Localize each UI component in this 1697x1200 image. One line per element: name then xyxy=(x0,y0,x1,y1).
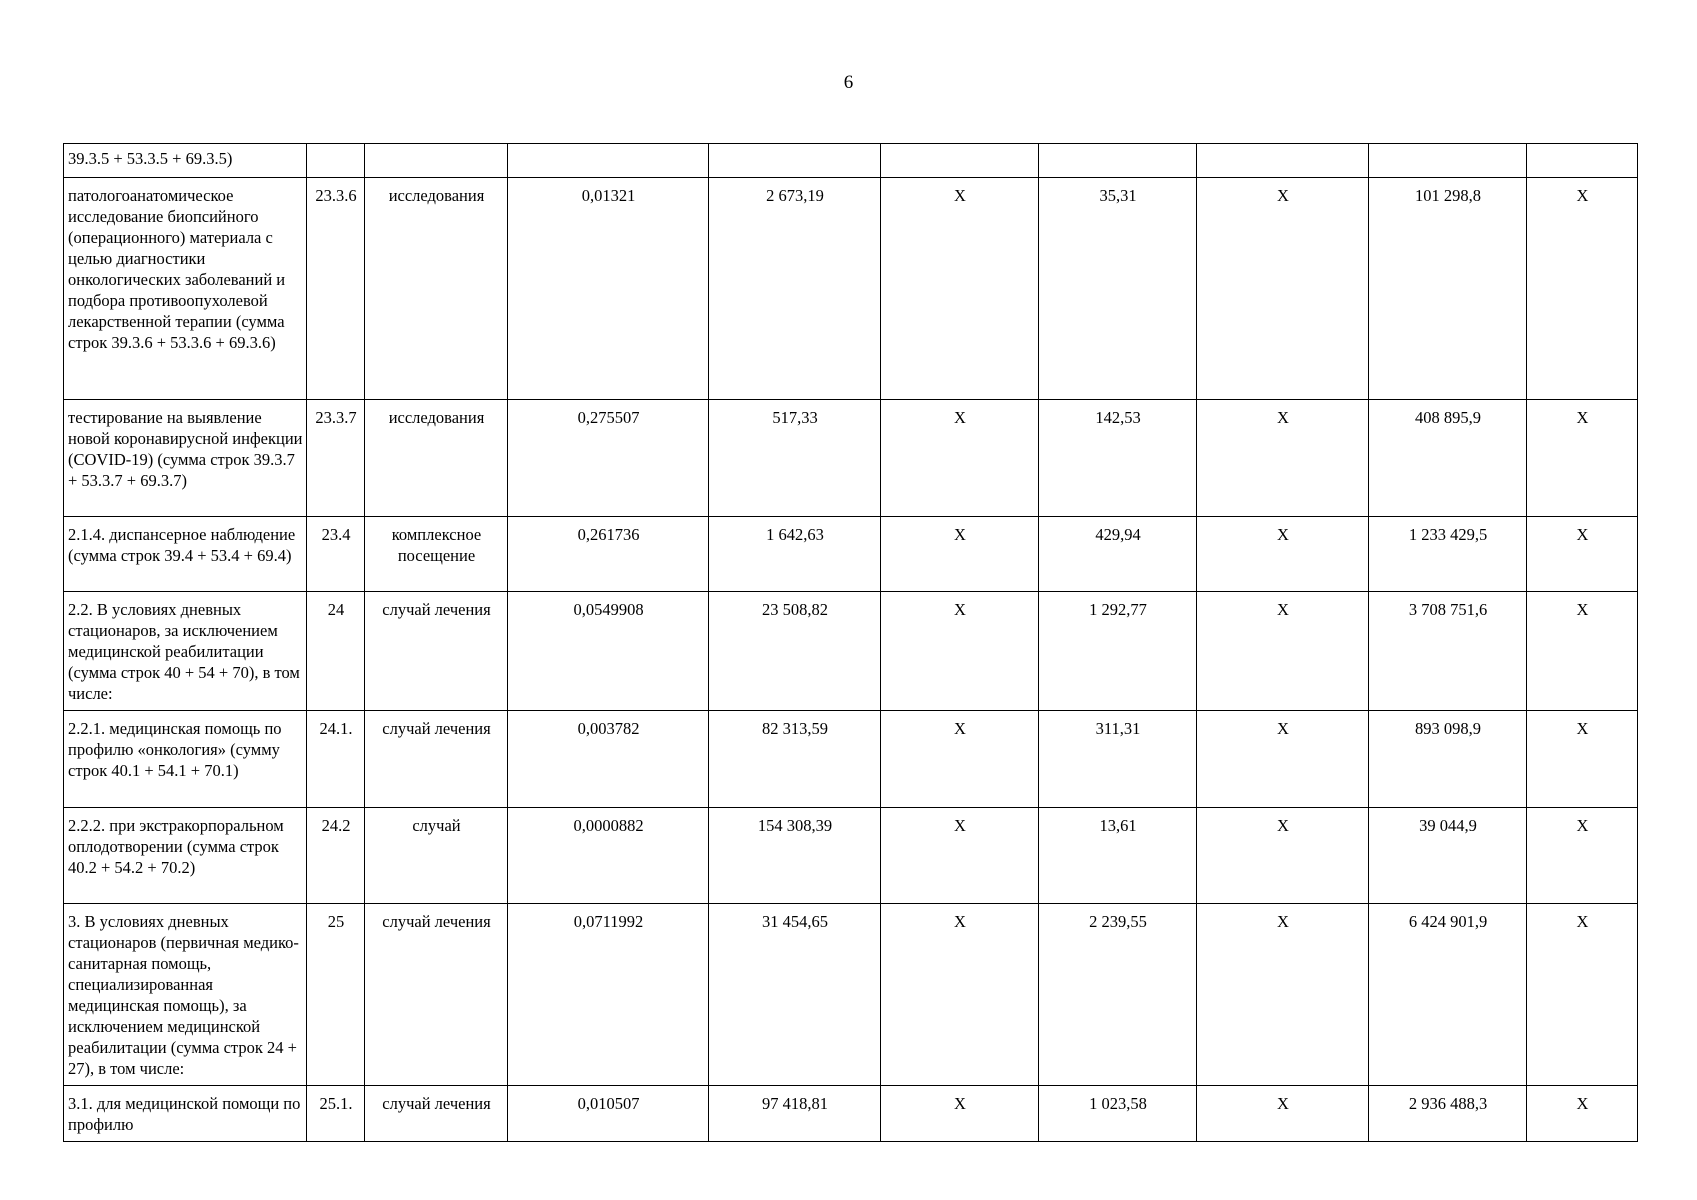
row-col8-cell: Х xyxy=(1197,904,1369,1086)
table-row xyxy=(64,144,1638,178)
row-col10-cell: Х xyxy=(1527,592,1638,711)
row-norm-cell: 0,0549908 xyxy=(508,592,709,711)
row-norm-cell: 0,010507 xyxy=(508,1086,709,1142)
row-name-cell: 3.1. для медицинской помощи по профилю xyxy=(64,1086,307,1142)
row-cost-cell: 97 418,81 xyxy=(709,1086,881,1142)
row-per-capita-cell: 1 292,77 xyxy=(1039,592,1197,711)
row-col8-cell xyxy=(1197,144,1369,178)
row-norm-cell: 0,0711992 xyxy=(508,904,709,1086)
row-per-capita-cell: 1 023,58 xyxy=(1039,1086,1197,1142)
row-per-capita-cell: 429,94 xyxy=(1039,517,1197,592)
row-norm-cell: 0,275507 xyxy=(508,400,709,517)
row-per-capita-cell: 35,31 xyxy=(1039,178,1197,400)
row-name-cell: тестирование на выявление новой коронавирусной инфекции (COVID-19) (сумма строк 39.3.7 + 53.3.7 + 69.3.7) xyxy=(64,400,307,517)
row-unit-cell: исследования xyxy=(365,400,508,517)
row-col6-cell: Х xyxy=(881,904,1039,1086)
page-number: 6 xyxy=(843,72,854,93)
row-code-cell: 24.2 xyxy=(307,808,365,904)
row-col6-cell: Х xyxy=(881,711,1039,808)
row-col8-cell: Х xyxy=(1197,592,1369,711)
table-row xyxy=(64,592,1638,711)
row-unit-cell: случай лечения xyxy=(365,711,508,808)
row-col6-cell: Х xyxy=(881,592,1039,711)
row-col6-cell xyxy=(881,144,1039,178)
row-name-cell: 39.3.5 + 53.3.5 + 69.3.5) xyxy=(64,144,307,178)
row-code-cell xyxy=(307,144,365,178)
row-code-cell: 25.1. xyxy=(307,1086,365,1142)
row-col8-cell: Х xyxy=(1197,178,1369,400)
row-name-cell: 2.2.2. при экстракорпоральном оплодотворении (сумма строк 40.2 + 54.2 + 70.2) xyxy=(64,808,307,904)
row-col8-cell: Х xyxy=(1197,517,1369,592)
row-cost-cell: 154 308,39 xyxy=(709,808,881,904)
table-row xyxy=(64,711,1638,808)
row-col10-cell: Х xyxy=(1527,1086,1638,1142)
row-col8-cell: Х xyxy=(1197,711,1369,808)
row-col10-cell: Х xyxy=(1527,808,1638,904)
row-col8-cell: Х xyxy=(1197,400,1369,517)
row-unit-cell: случай лечения xyxy=(365,904,508,1086)
row-col8-cell: Х xyxy=(1197,808,1369,904)
table-row xyxy=(64,808,1638,904)
table-row xyxy=(64,904,1638,1086)
row-col6-cell: Х xyxy=(881,178,1039,400)
row-name-cell: патологоанатомическое исследование биопсийного (операционного) материала с целью диагностики онкологических заболеваний и подбора противоопухолевой лекарственной терапии (сумма строк 39.3.6 + 53.3.6 + 69.3.6) xyxy=(64,178,307,400)
norms-table xyxy=(63,143,1638,1142)
row-unit-cell: случай xyxy=(365,808,508,904)
row-code-cell: 23.3.6 xyxy=(307,178,365,400)
row-name-cell: 3. В условиях дневных стационаров (первичная медико-санитарная помощь, специализированная медицинская помощь), за исключением медицинской реабилитации (сумма строк 24 + 27), в том числе: xyxy=(64,904,307,1086)
row-unit-cell: комплексное посещение xyxy=(365,517,508,592)
row-total-cell: 2 936 488,3 xyxy=(1369,1086,1527,1142)
row-code-cell: 25 xyxy=(307,904,365,1086)
row-unit-cell: случай лечения xyxy=(365,1086,508,1142)
row-per-capita-cell: 142,53 xyxy=(1039,400,1197,517)
row-cost-cell: 23 508,82 xyxy=(709,592,881,711)
row-name-cell: 2.2.1. медицинская помощь по профилю «онкология» (сумму строк 40.1 + 54.1 + 70.1) xyxy=(64,711,307,808)
row-cost-cell: 517,33 xyxy=(709,400,881,517)
row-name-cell: 2.2. В условиях дневных стационаров, за исключением медицинской реабилитации (сумма строк 40 + 54 + 70), в том числе: xyxy=(64,592,307,711)
table-row xyxy=(64,178,1638,400)
row-total-cell xyxy=(1369,144,1527,178)
row-norm-cell: 0,0000882 xyxy=(508,808,709,904)
row-unit-cell xyxy=(365,144,508,178)
row-col8-cell: Х xyxy=(1197,1086,1369,1142)
table-row xyxy=(64,400,1638,517)
row-col6-cell: Х xyxy=(881,517,1039,592)
row-total-cell: 6 424 901,9 xyxy=(1369,904,1527,1086)
row-col6-cell: Х xyxy=(881,1086,1039,1142)
row-code-cell: 24.1. xyxy=(307,711,365,808)
row-code-cell: 23.3.7 xyxy=(307,400,365,517)
row-col10-cell: Х xyxy=(1527,178,1638,400)
table-row xyxy=(64,517,1638,592)
row-col6-cell: Х xyxy=(881,400,1039,517)
row-total-cell: 39 044,9 xyxy=(1369,808,1527,904)
row-unit-cell: исследования xyxy=(365,178,508,400)
row-col10-cell: Х xyxy=(1527,904,1638,1086)
row-total-cell: 1 233 429,5 xyxy=(1369,517,1527,592)
row-cost-cell: 2 673,19 xyxy=(709,178,881,400)
row-cost-cell xyxy=(709,144,881,178)
row-cost-cell: 1 642,63 xyxy=(709,517,881,592)
row-code-cell: 24 xyxy=(307,592,365,711)
row-per-capita-cell xyxy=(1039,144,1197,178)
row-col10-cell: Х xyxy=(1527,400,1638,517)
row-per-capita-cell: 13,61 xyxy=(1039,808,1197,904)
row-norm-cell: 0,261736 xyxy=(508,517,709,592)
row-col10-cell xyxy=(1527,144,1638,178)
row-norm-cell: 0,003782 xyxy=(508,711,709,808)
row-per-capita-cell: 311,31 xyxy=(1039,711,1197,808)
table-row xyxy=(64,1086,1638,1142)
row-name-cell: 2.1.4. диспансерное наблюдение (сумма строк 39.4 + 53.4 + 69.4) xyxy=(64,517,307,592)
row-total-cell: 101 298,8 xyxy=(1369,178,1527,400)
row-col6-cell: Х xyxy=(881,808,1039,904)
row-per-capita-cell: 2 239,55 xyxy=(1039,904,1197,1086)
row-cost-cell: 82 313,59 xyxy=(709,711,881,808)
row-total-cell: 408 895,9 xyxy=(1369,400,1527,517)
row-norm-cell: 0,01321 xyxy=(508,178,709,400)
row-total-cell: 893 098,9 xyxy=(1369,711,1527,808)
row-col10-cell: Х xyxy=(1527,711,1638,808)
row-col10-cell: Х xyxy=(1527,517,1638,592)
row-unit-cell: случай лечения xyxy=(365,592,508,711)
row-total-cell: 3 708 751,6 xyxy=(1369,592,1527,711)
row-cost-cell: 31 454,65 xyxy=(709,904,881,1086)
row-norm-cell xyxy=(508,144,709,178)
row-code-cell: 23.4 xyxy=(307,517,365,592)
